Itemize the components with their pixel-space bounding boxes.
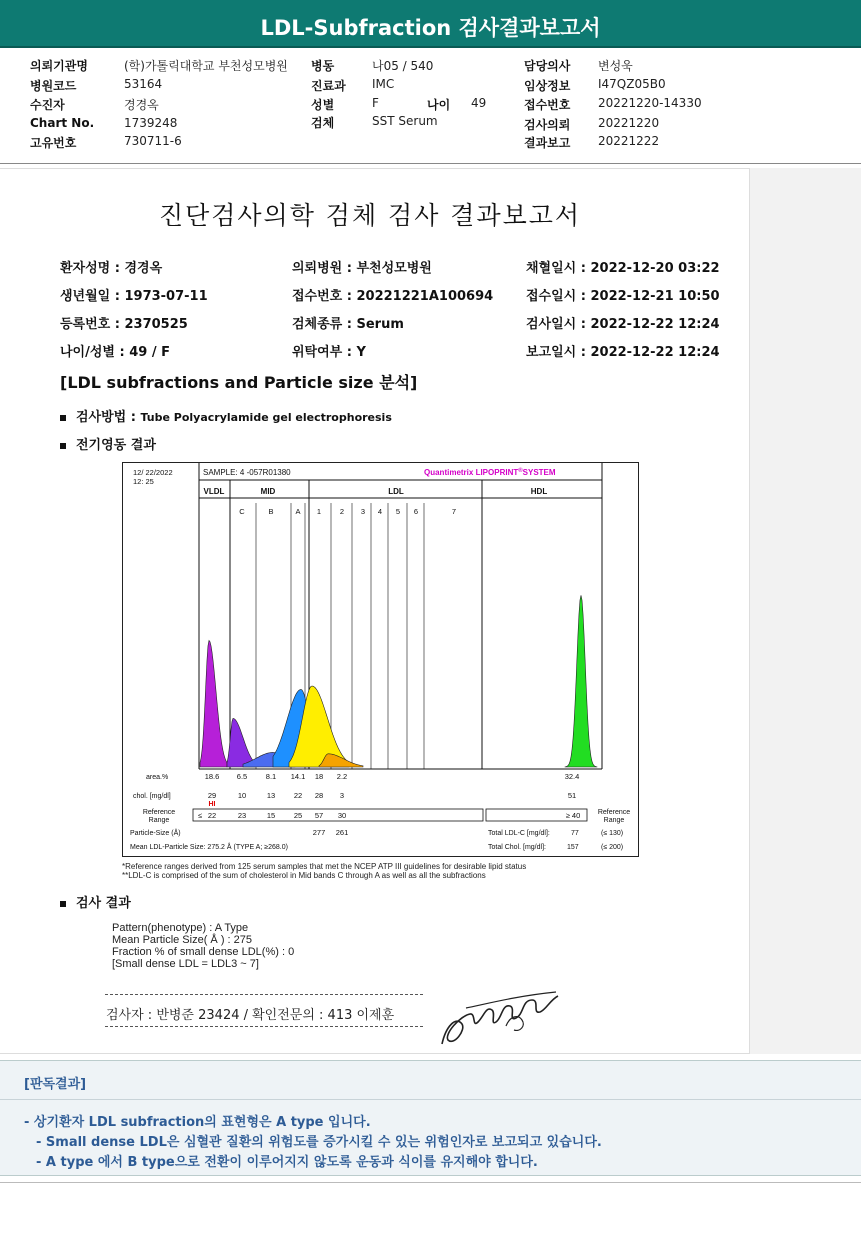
report-header-bar [0, 0, 861, 48]
electrophoresis-label: 전기영동 결과 [76, 438, 156, 453]
interpretation-line: - 상기환자 LDL subfraction의 표현형은 A type 입니다. [24, 1115, 371, 1130]
chart-band-label: 6 [413, 507, 419, 516]
info-value: I47QZ05B0 [598, 77, 666, 91]
chart-chol-value: 22 [293, 791, 303, 800]
chart-chol-value: 13 [266, 791, 276, 800]
result-heading [60, 892, 131, 911]
info-value: 20221220-14330 [598, 96, 702, 110]
divider [105, 994, 423, 995]
chart-total-ldl-label: Total LDL-C [mg/dl]: [488, 830, 550, 837]
chart-area-value: 6.5 [236, 772, 248, 781]
chart-chol-value: 3 [339, 791, 345, 800]
info-label: Chart No. [30, 116, 95, 130]
result-line: Fraction % of small dense LDL(%) : 0 [112, 946, 295, 958]
info-label: 성별 [311, 98, 335, 112]
chart-particle-size-value: 277 [312, 828, 326, 837]
info-value: 나05 / 540 [372, 59, 434, 73]
info-label: 검체 [311, 116, 335, 130]
result-summary [112, 922, 294, 970]
chart-band-label: 3 [360, 507, 366, 516]
chart-total-chol-value: 157 [567, 844, 579, 851]
report-field: 채혈일시 : 2022-12-20 03:22 [526, 261, 720, 276]
chart-footnotes [122, 862, 526, 880]
bullet-icon [60, 901, 66, 907]
info-label: 병동 [311, 59, 335, 73]
chart-area-value: 18 [314, 772, 324, 781]
info-label: 병원코드 [30, 79, 77, 93]
info-value: IMC [372, 77, 395, 91]
chart-ref-label: Reference [142, 809, 176, 816]
info-label: 진료과 [311, 79, 346, 93]
report-field: 검사일시 : 2022-12-22 12:24 [526, 317, 720, 332]
bullet-icon [60, 415, 66, 421]
info-value: SST Serum [372, 114, 438, 128]
info-label: 담당의사 [524, 59, 571, 73]
method-line [60, 406, 392, 425]
chart-area-value: 14.1 [290, 772, 306, 781]
chart-ref-symbol: ≤ [197, 811, 203, 820]
info-value: 1739248 [124, 116, 178, 130]
report-field: 등록번호 : 2370525 [60, 317, 188, 332]
chart-group-label: LDL [388, 487, 404, 496]
info-label: 고유번호 [30, 136, 77, 150]
chart-chol-value: 10 [237, 791, 247, 800]
chart-peak-vldl [200, 641, 227, 768]
chart-peak-hdl [565, 595, 597, 767]
info-label: 나이 [427, 98, 451, 112]
chart-area-value: 8.1 [265, 772, 277, 781]
report-field: 의뢰병원 : 부천성모병원 [292, 261, 432, 276]
chart-total-ldl-ref: (≤ 130) [601, 830, 624, 837]
chart-chol-value: 29 [207, 791, 217, 800]
chart-row-label: area.% [146, 774, 169, 781]
chart-chol-flag: HI [208, 801, 216, 808]
chart-band-label: 4 [377, 507, 383, 516]
chart-ref-label-right: Range [603, 817, 625, 824]
info-label: 임상정보 [524, 79, 571, 93]
chart-particle-size-value: 261 [335, 828, 349, 837]
interpretation-panel [0, 1060, 861, 1176]
chart-band-label: 7 [451, 507, 457, 516]
chart-ref-value: 57 [314, 811, 324, 820]
chart-group-label: HDL [530, 487, 548, 496]
chart-row-label: chol. [mg/dl] [133, 793, 171, 800]
info-value: 20221222 [598, 134, 660, 148]
chart-chol-value: 28 [314, 791, 324, 800]
result-label: 검사 결과 [76, 896, 131, 911]
info-value: 경경옥 [124, 98, 159, 112]
chart-group-label: VLDL [203, 487, 225, 496]
chart-group-label: MID [260, 487, 276, 496]
chart-ref-value: 22 [207, 811, 217, 820]
divider [105, 1026, 423, 1027]
bullet-icon [60, 443, 66, 449]
interpretation-line: - Small dense LDL은 심혈관 질환의 위험도를 증가시킬 수 있는 위험인자로 보고되고 있습니다. [36, 1135, 602, 1150]
report-field: 생년월일 : 1973-07-11 [60, 289, 208, 304]
chart-total-chol-ref: (≤ 200) [601, 844, 624, 851]
info-label: 수진자 [30, 98, 65, 112]
info-value: 49 [471, 96, 487, 110]
info-label: 의뢰기관명 [30, 59, 88, 73]
chart-time: 12: 25 [133, 477, 154, 486]
report-field: 접수일시 : 2022-12-21 10:50 [526, 289, 720, 304]
chart-ref-label-right: Reference [597, 809, 631, 816]
divider [0, 1099, 861, 1100]
chart-ref-value: 25 [293, 811, 303, 820]
divider [0, 1182, 861, 1183]
chart-band-label: 5 [395, 507, 401, 516]
chart-brand: Quantimetrix LIPOPRINT®SYSTEM [424, 468, 556, 477]
info-value: 730711-6 [124, 134, 182, 148]
chart-ref-value: 15 [266, 811, 276, 820]
result-line: Pattern(phenotype) : A Type [112, 922, 249, 934]
chart-ref-hdl-value: ≥ 40 [565, 811, 581, 820]
chart-area-value: 32.4 [564, 772, 580, 781]
info-label: 검사의뢰 [524, 118, 571, 132]
method-value: Tube Polyacrylamide gel electrophoresis [140, 411, 392, 424]
report-field: 환자성명 : 경경옥 [60, 261, 163, 276]
electrophoresis-chart [122, 462, 639, 857]
chart-ref-value: 30 [337, 811, 347, 820]
interpretation-header: [판독결과] [24, 1077, 87, 1092]
info-value: (학)가톨릭대학교 부천성모병원 [124, 59, 288, 73]
interpretation-line: - A type 에서 B type으로 전환이 이루어지지 않도록 운동과 식이를 유지해야 합니다. [36, 1155, 538, 1170]
chart-chol-value: 51 [567, 791, 577, 800]
report-field: 위탁여부 : Y [292, 345, 366, 360]
section-title: [LDL subfractions and Particle size 분석] [60, 373, 418, 392]
chart-band-label: A [295, 507, 301, 516]
chart-total-chol-label: Total Chol. [mg/dl]: [488, 844, 546, 851]
chart-area-value: 2.2 [336, 772, 348, 781]
result-line: [Small dense LDL = LDL3 ~ 7] [112, 958, 259, 970]
report-field: 접수번호 : 20221221A100694 [292, 289, 494, 304]
report-header-title: LDL-Subfraction 검사결과보고서 [260, 16, 601, 40]
signature-image [436, 986, 564, 1052]
chart-ref-value: 23 [237, 811, 247, 820]
document-title: 진단검사의학 검체 검사 결과보고서 [158, 201, 582, 230]
info-label: 결과보고 [524, 136, 571, 150]
chart-date: 12/ 22/2022 [133, 468, 173, 477]
method-label: 검사방법 : [76, 410, 136, 425]
info-value: 변성욱 [598, 59, 633, 73]
chart-band-label: 2 [339, 507, 345, 516]
chart-brand-suffix: SYSTEM [522, 468, 556, 477]
chart-particle-size-label: Particle-Size (Å) [130, 830, 181, 837]
patient-info-panel [0, 50, 861, 164]
result-line: Mean Particle Size( Å ) : 275 [112, 934, 253, 946]
chart-brand-mark: ® [518, 468, 523, 474]
chart-total-ldl-value: 77 [571, 830, 579, 837]
chart-peak-midc [227, 718, 255, 767]
footnote-line: **LDL-C is comprised of the sum of cholesterol in Mid bands C through A as well as all the subfractions [122, 871, 486, 880]
chart-band-label: 1 [316, 507, 322, 516]
info-value: F [372, 96, 379, 110]
info-label: 접수번호 [524, 98, 571, 112]
chart-ref-label: Range [148, 817, 170, 824]
electrophoresis-heading [60, 434, 156, 453]
report-field: 보고일시 : 2022-12-22 12:24 [526, 345, 720, 360]
examiner-line: 검사자 : 반병준 23424 / 확인전문의 : 413 이제훈 [106, 1008, 395, 1023]
report-field: 검체종류 : Serum [292, 317, 404, 332]
info-value: 53164 [124, 77, 163, 91]
scanned-report-margin [750, 168, 861, 1054]
info-value: 20221220 [598, 116, 660, 130]
chart-band-label: C [239, 507, 245, 516]
chart-sample-id: SAMPLE: 4 -057R01380 [203, 468, 291, 477]
footnote-line: *Reference ranges derived from 125 serum samples that met the NCEP ATP III guidelines for desirable lipid status [122, 862, 527, 871]
electrophoresis-svg [123, 463, 640, 858]
chart-mean-size: Mean LDL-Particle Size: 275.2 Å (TYPE A; ≥268.0) [130, 844, 288, 851]
chart-area-value: 18.6 [204, 772, 220, 781]
report-field: 나이/성별 : 49 / F [60, 345, 171, 360]
chart-band-label: B [268, 507, 274, 516]
